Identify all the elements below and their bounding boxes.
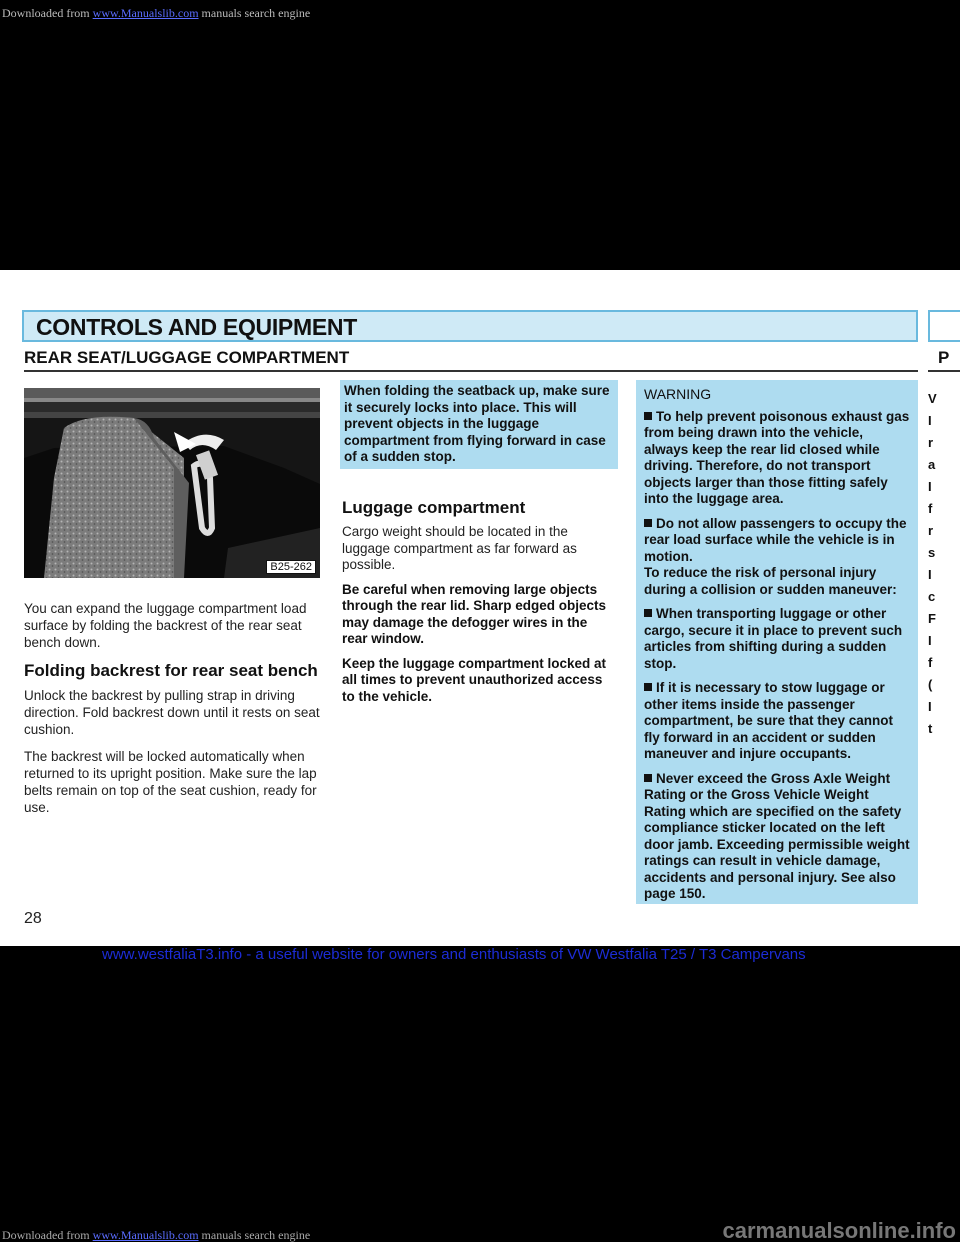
sliver-char: r — [928, 523, 934, 538]
warning-item — [644, 680, 910, 763]
warning-item — [644, 409, 910, 508]
auto-lock-paragraph: The backrest will be locked automatically when returned to its upright position. Make sure the lap belts remain on top of the seat cushion, ready for use. — [24, 749, 317, 815]
sliver-char: I — [928, 633, 932, 648]
warning-item — [644, 516, 910, 566]
bullet-square-icon — [644, 683, 652, 691]
page-number: 28 — [24, 910, 42, 927]
warning-title: WARNING — [644, 386, 712, 402]
sliver-char: I — [928, 413, 932, 428]
sliver-char: I — [928, 479, 932, 494]
figure-code: B25-262 — [266, 560, 316, 574]
bullet-square-icon — [644, 519, 652, 527]
next-page-rule — [928, 370, 960, 372]
seat-illustration — [24, 388, 320, 578]
section-title: CONTROLS AND EQUIPMENT — [36, 314, 357, 340]
sliver-char: r — [928, 435, 934, 450]
bottom-download-banner — [0, 1218, 960, 1242]
warning-item-text: To help prevent poisonous exhaust gas from being drawn into the vehicle, always keep the rear lid closed while driving. Therefore, do not transport objects larger than those fitting safely into the luggage area. — [644, 408, 910, 506]
top-manualslib-link[interactable]: www.Manualslib.com — [92, 6, 199, 20]
sliver-char: f — [928, 501, 933, 516]
sliver-char: c — [928, 589, 936, 604]
intro-paragraph: You can expand the luggage compartment load surface by folding the backrest of the rear seat bench down. — [24, 601, 307, 650]
cargo-weight-paragraph: Cargo weight should be located in the luggage compartment as far forward as possible. — [342, 524, 577, 572]
next-page-header-box — [928, 310, 960, 342]
luggage-compartment-heading: Luggage compartment — [342, 498, 526, 517]
folding-backrest-heading: Folding backrest for rear seat bench — [24, 661, 318, 680]
carmanualsonline-watermark: carmanualsonline.info — [722, 1218, 956, 1242]
sliver-char: F — [928, 611, 936, 626]
next-page-subheading-letter: P — [938, 348, 950, 367]
sliver-char: a — [928, 457, 936, 472]
page-subheading: REAR SEAT/LUGGAGE COMPARTMENT — [24, 348, 350, 367]
top-banner-prefix: Downloaded from — [2, 6, 90, 20]
sliver-char: I — [928, 567, 932, 582]
westfalia-footer-link[interactable]: www.westfaliaT3.info - a useful website for owners and enthusiasts of VW Westfalia T25 / T3 Campervans — [102, 946, 806, 963]
warning-item-text: Do not allow passengers to occupy the rear load surface while the vehicle is in motion. — [644, 515, 907, 564]
warning-item — [644, 771, 910, 903]
luggage-compartment-body — [342, 524, 616, 713]
warning-item — [644, 606, 910, 672]
left-column — [24, 600, 322, 826]
sliver-char: s — [928, 545, 936, 560]
subheading-rule — [24, 370, 918, 372]
warning-item-text: When transporting luggage or other cargo, secure it in place to prevent such articles from shifting during a sudden stop. — [644, 606, 903, 671]
page-sheet — [0, 270, 960, 963]
keep-locked-paragraph: Keep the luggage compartment locked at all times to prevent unauthorized access to the vehicle. — [342, 655, 607, 704]
section-header-bar — [22, 310, 918, 342]
warning-subitem: To reduce the risk of personal injury during a collision or sudden maneuver: — [644, 565, 897, 597]
top-download-banner — [2, 6, 310, 21]
bottom-banner-suffix: manuals search engine — [201, 1228, 311, 1242]
bottom-manualslib-link[interactable]: www.Manualslib.com — [92, 1228, 199, 1242]
sliver-char: t — [928, 721, 933, 736]
bottom-banner-text — [2, 1228, 310, 1242]
sliver-char: I — [928, 699, 932, 714]
top-banner-suffix: manuals search engine — [201, 6, 311, 20]
warning-box — [636, 380, 918, 904]
warning-item-text: Never exceed the Gross Axle Weight Rating or the Gross Vehicle Weight Rating which are specified on the safety compliance sticker located on the left door jamb. Exceeding permissible weight ratings can result in vehicle damage, accidents and personal injury. See also page 150. — [644, 770, 910, 901]
sliver-char: f — [928, 655, 933, 670]
rear-lid-caution-paragraph: Be careful when removing large objects through the rear lid. Sharp edged objects may damage the defogger wires in the rear window. — [342, 581, 607, 646]
bottom-banner-prefix: Downloaded from — [2, 1228, 90, 1242]
bullet-square-icon — [644, 774, 652, 782]
sliver-char: V — [928, 391, 937, 406]
next-page-sliver — [928, 388, 960, 740]
unlock-paragraph: Unlock the backrest by pulling strap in driving direction. Fold backrest down until it rests on seat cushion. — [24, 688, 320, 737]
bullet-square-icon — [644, 412, 652, 420]
warning-item-text: If it is necessary to stow luggage or other items inside the passenger compartment, be sure that they cannot fly forward in an accident or sudden maneuver and injure occupants. — [644, 680, 894, 761]
sliver-char: ( — [928, 677, 933, 692]
backrest-strap-photo — [24, 388, 320, 578]
bullet-square-icon — [644, 609, 652, 617]
seatback-callout: When folding the seatback up, make sure it securely locks into place. This will prevent objects in the luggage compartment from flying forward in case of a sudden stop. — [340, 380, 618, 469]
